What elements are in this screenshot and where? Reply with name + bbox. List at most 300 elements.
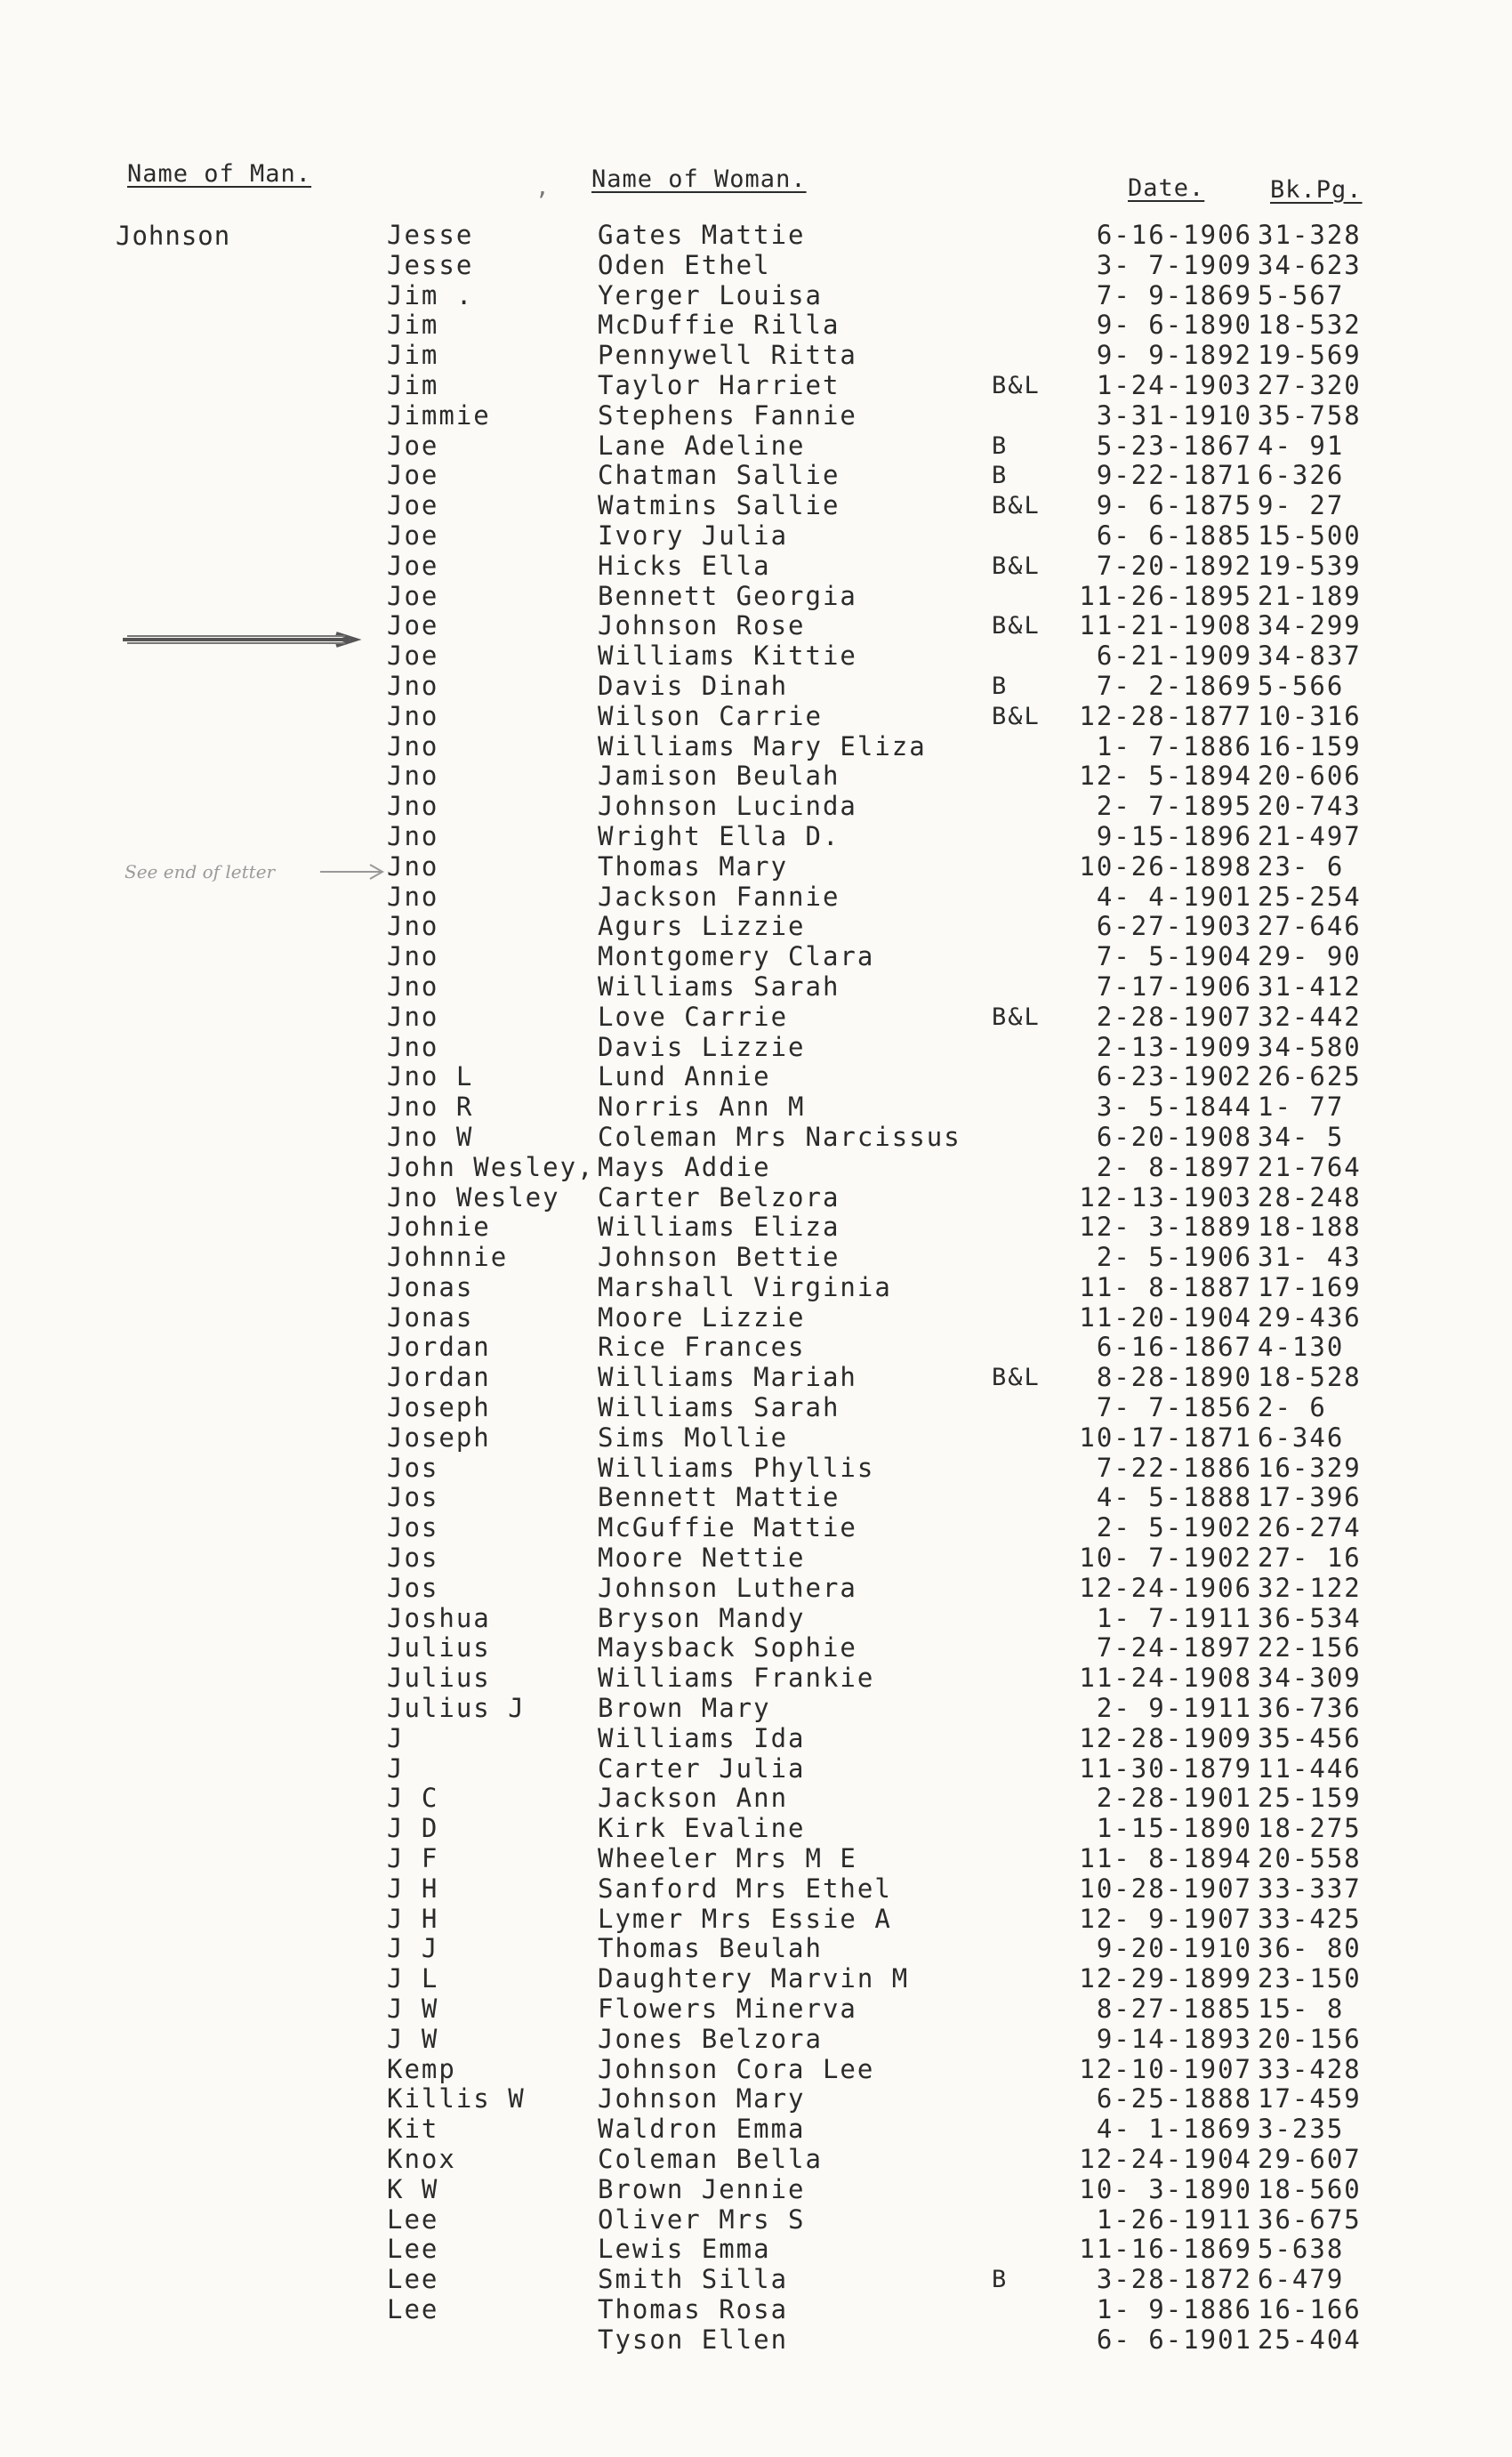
record-row <box>0 1333 1512 1363</box>
record-row <box>0 2205 1512 2235</box>
record-row <box>0 972 1512 1003</box>
book-page: 22-156 <box>1258 1632 1362 1664</box>
man-first-name: Lee <box>387 2264 439 2295</box>
woman-name: Jones Belzora <box>598 2023 823 2054</box>
record-row <box>0 942 1512 972</box>
marriage-date: 7-22-1886 <box>1096 1452 1252 1483</box>
record-row <box>0 1724 1512 1754</box>
man-first-name: Lee <box>387 2293 439 2324</box>
record-row <box>0 1905 1512 1935</box>
marriage-date: 12- 5-1894 <box>1079 761 1252 792</box>
marriage-date: 5-23-1867 <box>1096 430 1252 461</box>
record-row <box>0 1694 1512 1724</box>
marriage-date: 12-24-1906 <box>1079 1572 1252 1603</box>
man-first-name: Jim <box>387 369 439 400</box>
woman-name: Wright Ella D. <box>598 820 840 851</box>
book-page: 6-346 <box>1258 1422 1345 1453</box>
woman-name: Thomas Mary <box>598 850 789 882</box>
marriage-date: 7- 5-1904 <box>1096 941 1252 972</box>
woman-name: Jackson Fannie <box>598 881 840 912</box>
woman-name: Williams Ida <box>598 1722 806 1753</box>
record-row <box>0 2145 1512 2175</box>
book-page: 16-329 <box>1258 1452 1362 1483</box>
record-row <box>0 461 1512 491</box>
marriage-date: 11- 8-1894 <box>1079 1843 1252 1874</box>
book-page: 33-428 <box>1258 2053 1362 2084</box>
record-row <box>0 281 1512 311</box>
man-first-name: Kit <box>387 2114 439 2145</box>
book-page: 27-646 <box>1258 911 1362 942</box>
book-page: 35-758 <box>1258 399 1362 431</box>
woman-name: Williams Mary Eliza <box>598 730 927 761</box>
man-first-name: Jordan <box>387 1332 491 1363</box>
woman-name: Brown Jennie <box>598 2173 806 2204</box>
marriage-date: 4- 1-1869 <box>1096 2114 1252 2145</box>
man-first-name: Julius J <box>387 1693 526 1724</box>
book-page: 32-442 <box>1258 1001 1362 1032</box>
marriage-date: 2- 8-1897 <box>1096 1151 1252 1182</box>
book-page: 23-150 <box>1258 1963 1362 1994</box>
book-page: 25-159 <box>1258 1783 1362 1814</box>
woman-name: Carter Belzora <box>598 1181 840 1212</box>
woman-name: Thomas Beulah <box>598 1933 823 1964</box>
man-first-name: J H <box>387 1903 439 1934</box>
book-page: 27-320 <box>1258 369 1362 400</box>
record-row <box>0 310 1512 341</box>
license-mark: B <box>992 431 1009 460</box>
record-row <box>0 2295 1512 2325</box>
record-row <box>0 761 1512 792</box>
woman-name: Maysback Sophie <box>598 1632 857 1664</box>
record-row <box>0 1664 1512 1694</box>
record-row <box>0 1784 1512 1814</box>
book-page: 35-456 <box>1258 1722 1362 1753</box>
marriage-date: 2- 9-1911 <box>1096 1693 1252 1724</box>
man-first-name: Jno <box>387 820 439 851</box>
book-page: 34-309 <box>1258 1663 1362 1694</box>
record-row <box>0 1633 1512 1664</box>
header-book-page: Bk.Pg. <box>1270 176 1363 204</box>
record-row <box>0 792 1512 822</box>
book-page: 26-274 <box>1258 1512 1362 1543</box>
marriage-date: 11-16-1869 <box>1079 2234 1252 2265</box>
marriage-date: 9- 6-1875 <box>1096 490 1252 521</box>
marriage-date: 12-10-1907 <box>1079 2053 1252 2084</box>
book-page: 1- 77 <box>1258 1092 1345 1123</box>
woman-name: Kirk Evaline <box>598 1813 806 1844</box>
marriage-date: 9-20-1910 <box>1096 1933 1252 1964</box>
record-row <box>0 431 1512 462</box>
record-row <box>0 2235 1512 2265</box>
book-page: 3-235 <box>1258 2114 1345 2145</box>
marriage-date: 12-24-1904 <box>1079 2144 1252 2174</box>
woman-name: McDuffie Rilla <box>598 310 840 341</box>
record-row <box>0 1604 1512 1634</box>
book-page: 32-122 <box>1258 1572 1362 1603</box>
man-first-name: Jesse <box>387 220 474 250</box>
record-row <box>0 2025 1512 2055</box>
man-first-name: J <box>387 1752 405 1784</box>
woman-name: Jackson Ann <box>598 1783 789 1814</box>
record-row <box>0 1123 1512 1153</box>
marriage-date: 12-28-1877 <box>1079 700 1252 731</box>
woman-name: Oliver Mrs S <box>598 2203 806 2235</box>
book-page: 36- 80 <box>1258 1933 1362 1964</box>
book-page: 16-166 <box>1258 2293 1362 2324</box>
record-row <box>0 251 1512 281</box>
record-row <box>0 1243 1512 1273</box>
woman-name: Yerger Louisa <box>598 279 823 310</box>
man-first-name: J C <box>387 1783 439 1814</box>
woman-name: Coleman Mrs Narcissus <box>598 1121 961 1152</box>
book-page: 6-479 <box>1258 2264 1345 2295</box>
record-row <box>0 2115 1512 2145</box>
stray-mark: , <box>535 174 550 201</box>
man-first-name: Jos <box>387 1572 439 1603</box>
marriage-date: 2-28-1907 <box>1096 1001 1252 1032</box>
book-page: 2- 6 <box>1258 1392 1327 1423</box>
man-first-name: J <box>387 1722 405 1753</box>
record-row <box>0 852 1512 882</box>
header-date: Date. <box>1128 174 1205 202</box>
record-row <box>0 2175 1512 2205</box>
header-name-of-woman: Name of Woman. <box>591 165 807 193</box>
record-row <box>0 672 1512 702</box>
book-page: 21-497 <box>1258 820 1362 851</box>
record-row <box>0 2084 1512 2115</box>
marriage-date: 7-20-1892 <box>1096 550 1252 581</box>
marriage-date: 3- 5-1844 <box>1096 1092 1252 1123</box>
marriage-date: 6-20-1908 <box>1096 1121 1252 1152</box>
man-first-name: Knox <box>387 2144 456 2174</box>
record-row <box>0 491 1512 521</box>
book-page: 20-558 <box>1258 1843 1362 1874</box>
marriage-date: 12- 9-1907 <box>1079 1903 1252 1934</box>
record-row <box>0 1844 1512 1874</box>
man-first-name: Jonas <box>387 1301 474 1333</box>
book-page: 34-623 <box>1258 249 1362 280</box>
man-first-name: J W <box>387 1994 439 2025</box>
record-row <box>0 1003 1512 1033</box>
woman-name: Sims Mollie <box>598 1422 789 1453</box>
man-first-name: Joe <box>387 520 439 551</box>
license-mark: B&L <box>992 1364 1041 1392</box>
man-first-name: Jos <box>387 1512 439 1543</box>
woman-name: Johnson Cora Lee <box>598 2053 875 2084</box>
license-mark: B&L <box>992 492 1041 520</box>
record-row <box>0 1033 1512 1063</box>
woman-name: Waldron Emma <box>598 2114 806 2145</box>
marriage-date: 6- 6-1885 <box>1096 520 1252 551</box>
book-page: 20-606 <box>1258 761 1362 792</box>
record-row <box>0 1183 1512 1213</box>
book-page: 18-532 <box>1258 310 1362 341</box>
man-first-name: Julius <box>387 1632 491 1664</box>
record-row <box>0 1393 1512 1423</box>
record-row <box>0 1483 1512 1513</box>
book-page: 29- 90 <box>1258 941 1362 972</box>
woman-name: Wheeler Mrs M E <box>598 1843 857 1874</box>
record-row <box>0 1754 1512 1784</box>
record-row <box>0 822 1512 852</box>
man-first-name: Jno <box>387 881 439 912</box>
record-row <box>0 1303 1512 1333</box>
man-first-name: Jim . <box>387 279 474 310</box>
book-page: 23- 6 <box>1258 850 1345 882</box>
book-page: 19-569 <box>1258 340 1362 371</box>
marriage-date: 11-20-1904 <box>1079 1301 1252 1333</box>
book-page: 18-560 <box>1258 2173 1362 2204</box>
woman-name: Lewis Emma <box>598 2234 771 2265</box>
man-first-name: Joe <box>387 640 439 672</box>
marriage-date: 4- 5-1888 <box>1096 1482 1252 1513</box>
woman-name: Davis Lizzie <box>598 1031 806 1062</box>
woman-name: Oden Ethel <box>598 249 771 280</box>
marriage-date: 4- 4-1901 <box>1096 881 1252 912</box>
woman-name: Pennywell Ritta <box>598 340 857 371</box>
record-row <box>0 2055 1512 2085</box>
woman-name: Rice Frances <box>598 1332 806 1363</box>
marriage-date: 1- 9-1886 <box>1096 2293 1252 2324</box>
marriage-date: 10-17-1871 <box>1079 1422 1252 1453</box>
book-page: 18-528 <box>1258 1362 1362 1393</box>
book-page: 17-169 <box>1258 1271 1362 1302</box>
book-page: 33-425 <box>1258 1903 1362 1934</box>
woman-name: Williams Sarah <box>598 971 840 1002</box>
marriage-date: 12-28-1909 <box>1079 1722 1252 1753</box>
man-first-name: Joe <box>387 430 439 461</box>
woman-name: Ivory Julia <box>598 520 789 551</box>
marriage-date: 11-21-1908 <box>1079 610 1252 641</box>
man-first-name: Killis W <box>387 2083 526 2115</box>
record-row <box>0 582 1512 612</box>
man-first-name: Jim <box>387 340 439 371</box>
book-page: 10-316 <box>1258 700 1362 731</box>
book-page: 6-326 <box>1258 460 1345 491</box>
man-first-name: Joe <box>387 490 439 521</box>
record-row <box>0 401 1512 431</box>
woman-name: Wilson Carrie <box>598 700 823 731</box>
record-row <box>0 521 1512 552</box>
book-page: 4-130 <box>1258 1332 1345 1363</box>
man-first-name: J H <box>387 1873 439 1904</box>
woman-name: Williams Mariah <box>598 1362 857 1393</box>
book-page: 27- 16 <box>1258 1543 1362 1574</box>
man-first-name: J J <box>387 1933 439 1964</box>
record-row <box>0 1513 1512 1543</box>
record-row <box>0 221 1512 251</box>
book-page: 18-188 <box>1258 1212 1362 1243</box>
man-first-name: J D <box>387 1813 439 1844</box>
man-first-name: Jno <box>387 941 439 972</box>
marriage-date: 2-13-1909 <box>1096 1031 1252 1062</box>
book-page: 5-566 <box>1258 670 1345 701</box>
book-page: 31-328 <box>1258 220 1362 250</box>
book-page: 19-539 <box>1258 550 1362 581</box>
man-first-name: Johnnie <box>387 1242 509 1273</box>
book-page: 15-500 <box>1258 520 1362 551</box>
man-first-name: Joe <box>387 580 439 611</box>
marriage-date: 10- 7-1902 <box>1079 1543 1252 1574</box>
book-page: 34-580 <box>1258 1031 1362 1062</box>
license-mark: B&L <box>992 612 1041 640</box>
record-row <box>0 1814 1512 1844</box>
marriage-date: 6-25-1888 <box>1096 2083 1252 2115</box>
woman-name: Taylor Harriet <box>598 369 840 400</box>
man-first-name: Jno <box>387 791 439 822</box>
marriage-date: 10-26-1898 <box>1079 850 1252 882</box>
record-row <box>0 1454 1512 1484</box>
marriage-date: 1- 7-1886 <box>1096 730 1252 761</box>
book-page: 34-837 <box>1258 640 1362 672</box>
man-first-name: Jim <box>387 310 439 341</box>
woman-name: Bennett Mattie <box>598 1482 840 1513</box>
woman-name: Norris Ann M <box>598 1092 806 1123</box>
book-page: 4- 91 <box>1258 430 1345 461</box>
book-page: 31- 43 <box>1258 1242 1362 1273</box>
book-page: 34-299 <box>1258 610 1362 641</box>
woman-name: Agurs Lizzie <box>598 911 806 942</box>
marriage-date: 6-23-1902 <box>1096 1061 1252 1092</box>
marriage-date: 2- 7-1895 <box>1096 791 1252 822</box>
marriage-date: 6-16-1906 <box>1096 220 1252 250</box>
marriage-date: 9-14-1893 <box>1096 2023 1252 2054</box>
record-row <box>0 1212 1512 1243</box>
book-page: 11-446 <box>1258 1752 1362 1784</box>
man-first-name: J L <box>387 1963 439 1994</box>
man-first-name: Jordan <box>387 1362 491 1393</box>
man-first-name: Jno <box>387 1031 439 1062</box>
record-row <box>0 341 1512 371</box>
woman-name: Moore Nettie <box>598 1543 806 1574</box>
woman-name: McGuffie Mattie <box>598 1512 857 1543</box>
man-first-name: Johnie <box>387 1212 491 1243</box>
woman-name: Johnson Luthera <box>598 1572 857 1603</box>
license-mark: B&L <box>992 1003 1041 1031</box>
man-first-name: Jno <box>387 730 439 761</box>
marriage-date: 1-26-1911 <box>1096 2203 1252 2235</box>
record-row <box>0 1543 1512 1574</box>
man-first-name: Joshua <box>387 1602 491 1633</box>
woman-name: Williams Eliza <box>598 1212 840 1243</box>
woman-name: Johnson Mary <box>598 2083 806 2115</box>
man-first-name: Kemp <box>387 2053 456 2084</box>
marriage-date: 3- 7-1909 <box>1096 249 1252 280</box>
book-page: 15- 8 <box>1258 1994 1345 2025</box>
book-page: 9- 27 <box>1258 490 1345 521</box>
book-page: 36-736 <box>1258 1693 1362 1724</box>
man-first-name: Jno <box>387 850 439 882</box>
record-row <box>0 2265 1512 2295</box>
woman-name: Davis Dinah <box>598 670 789 701</box>
record-row <box>0 1964 1512 1994</box>
marriage-date: 7-17-1906 <box>1096 971 1252 1002</box>
marriage-date: 11- 8-1887 <box>1079 1271 1252 1302</box>
woman-name: Mays Addie <box>598 1151 771 1182</box>
marriage-date: 10-28-1907 <box>1079 1873 1252 1904</box>
marriage-date: 11-26-1895 <box>1079 580 1252 611</box>
woman-name: Daughtery Marvin M <box>598 1963 910 1994</box>
marriage-date: 7- 2-1869 <box>1096 670 1252 701</box>
marriage-date: 9-22-1871 <box>1096 460 1252 491</box>
woman-name: Williams Kittie <box>598 640 857 672</box>
record-row <box>0 912 1512 942</box>
marriage-date: 1-24-1903 <box>1096 369 1252 400</box>
book-page: 34- 5 <box>1258 1121 1345 1152</box>
book-page: 21-764 <box>1258 1151 1362 1182</box>
man-first-name: John Wesley, <box>387 1151 595 1182</box>
marriage-date: 8-28-1890 <box>1096 1362 1252 1393</box>
woman-name: Lund Annie <box>598 1061 771 1092</box>
book-page: 29-607 <box>1258 2144 1362 2174</box>
man-first-name: Jno <box>387 911 439 942</box>
book-page: 36-675 <box>1258 2203 1362 2235</box>
woman-name: Hicks Ella <box>598 550 771 581</box>
woman-name: Flowers Minerva <box>598 1994 857 2025</box>
woman-name: Johnson Lucinda <box>598 791 857 822</box>
man-first-name: Jos <box>387 1482 439 1513</box>
marriage-date: 7- 7-1856 <box>1096 1392 1252 1423</box>
woman-name: Johnson Rose <box>598 610 806 641</box>
book-page: 31-412 <box>1258 971 1362 1002</box>
man-first-name: Jno <box>387 971 439 1002</box>
man-first-name: Joe <box>387 550 439 581</box>
book-page: 33-337 <box>1258 1873 1362 1904</box>
record-row <box>0 1574 1512 1604</box>
man-first-name: Jno <box>387 761 439 792</box>
book-page: 21-189 <box>1258 580 1362 611</box>
marriage-date: 2- 5-1906 <box>1096 1242 1252 1273</box>
book-page: 17-459 <box>1258 2083 1362 2115</box>
record-row <box>0 1874 1512 1905</box>
man-first-name: Jno <box>387 700 439 731</box>
man-first-name: Jno L <box>387 1061 474 1092</box>
marriage-date: 12-13-1903 <box>1079 1181 1252 1212</box>
woman-name: Chatman Sallie <box>598 460 840 491</box>
record-row <box>0 1423 1512 1454</box>
record-row <box>0 552 1512 582</box>
man-first-name: Jno <box>387 670 439 701</box>
record-row <box>0 1934 1512 1964</box>
marriage-date: 12-29-1899 <box>1079 1963 1252 1994</box>
marriage-date: 6- 6-1901 <box>1096 2324 1252 2355</box>
license-mark: B <box>992 2266 1009 2294</box>
man-first-name: Joe <box>387 610 439 641</box>
man-first-name: Jos <box>387 1543 439 1574</box>
license-mark: B&L <box>992 702 1041 730</box>
record-row <box>0 371 1512 401</box>
man-first-name: Joseph <box>387 1422 491 1453</box>
marriage-date: 1- 7-1911 <box>1096 1602 1252 1633</box>
margin-note-see-end-of-letter: See end of letter <box>125 861 276 882</box>
record-row <box>0 732 1512 762</box>
marriage-date: 9-15-1896 <box>1096 820 1252 851</box>
record-row <box>0 702 1512 732</box>
woman-name: Moore Lizzie <box>598 1301 806 1333</box>
woman-name: Williams Frankie <box>598 1663 875 1694</box>
marriage-date: 1-15-1890 <box>1096 1813 1252 1844</box>
man-first-name: Jno Wesley <box>387 1181 560 1212</box>
woman-name: Carter Julia <box>598 1752 806 1784</box>
marriage-date: 2-28-1901 <box>1096 1783 1252 1814</box>
book-page: 5-638 <box>1258 2234 1345 2265</box>
woman-name: Thomas Rosa <box>598 2293 789 2324</box>
woman-name: Williams Phyllis <box>598 1452 875 1483</box>
woman-name: Smith Silla <box>598 2264 789 2295</box>
man-first-name: J W <box>387 2023 439 2054</box>
marriage-date: 10- 3-1890 <box>1079 2173 1252 2204</box>
record-row <box>0 1363 1512 1393</box>
